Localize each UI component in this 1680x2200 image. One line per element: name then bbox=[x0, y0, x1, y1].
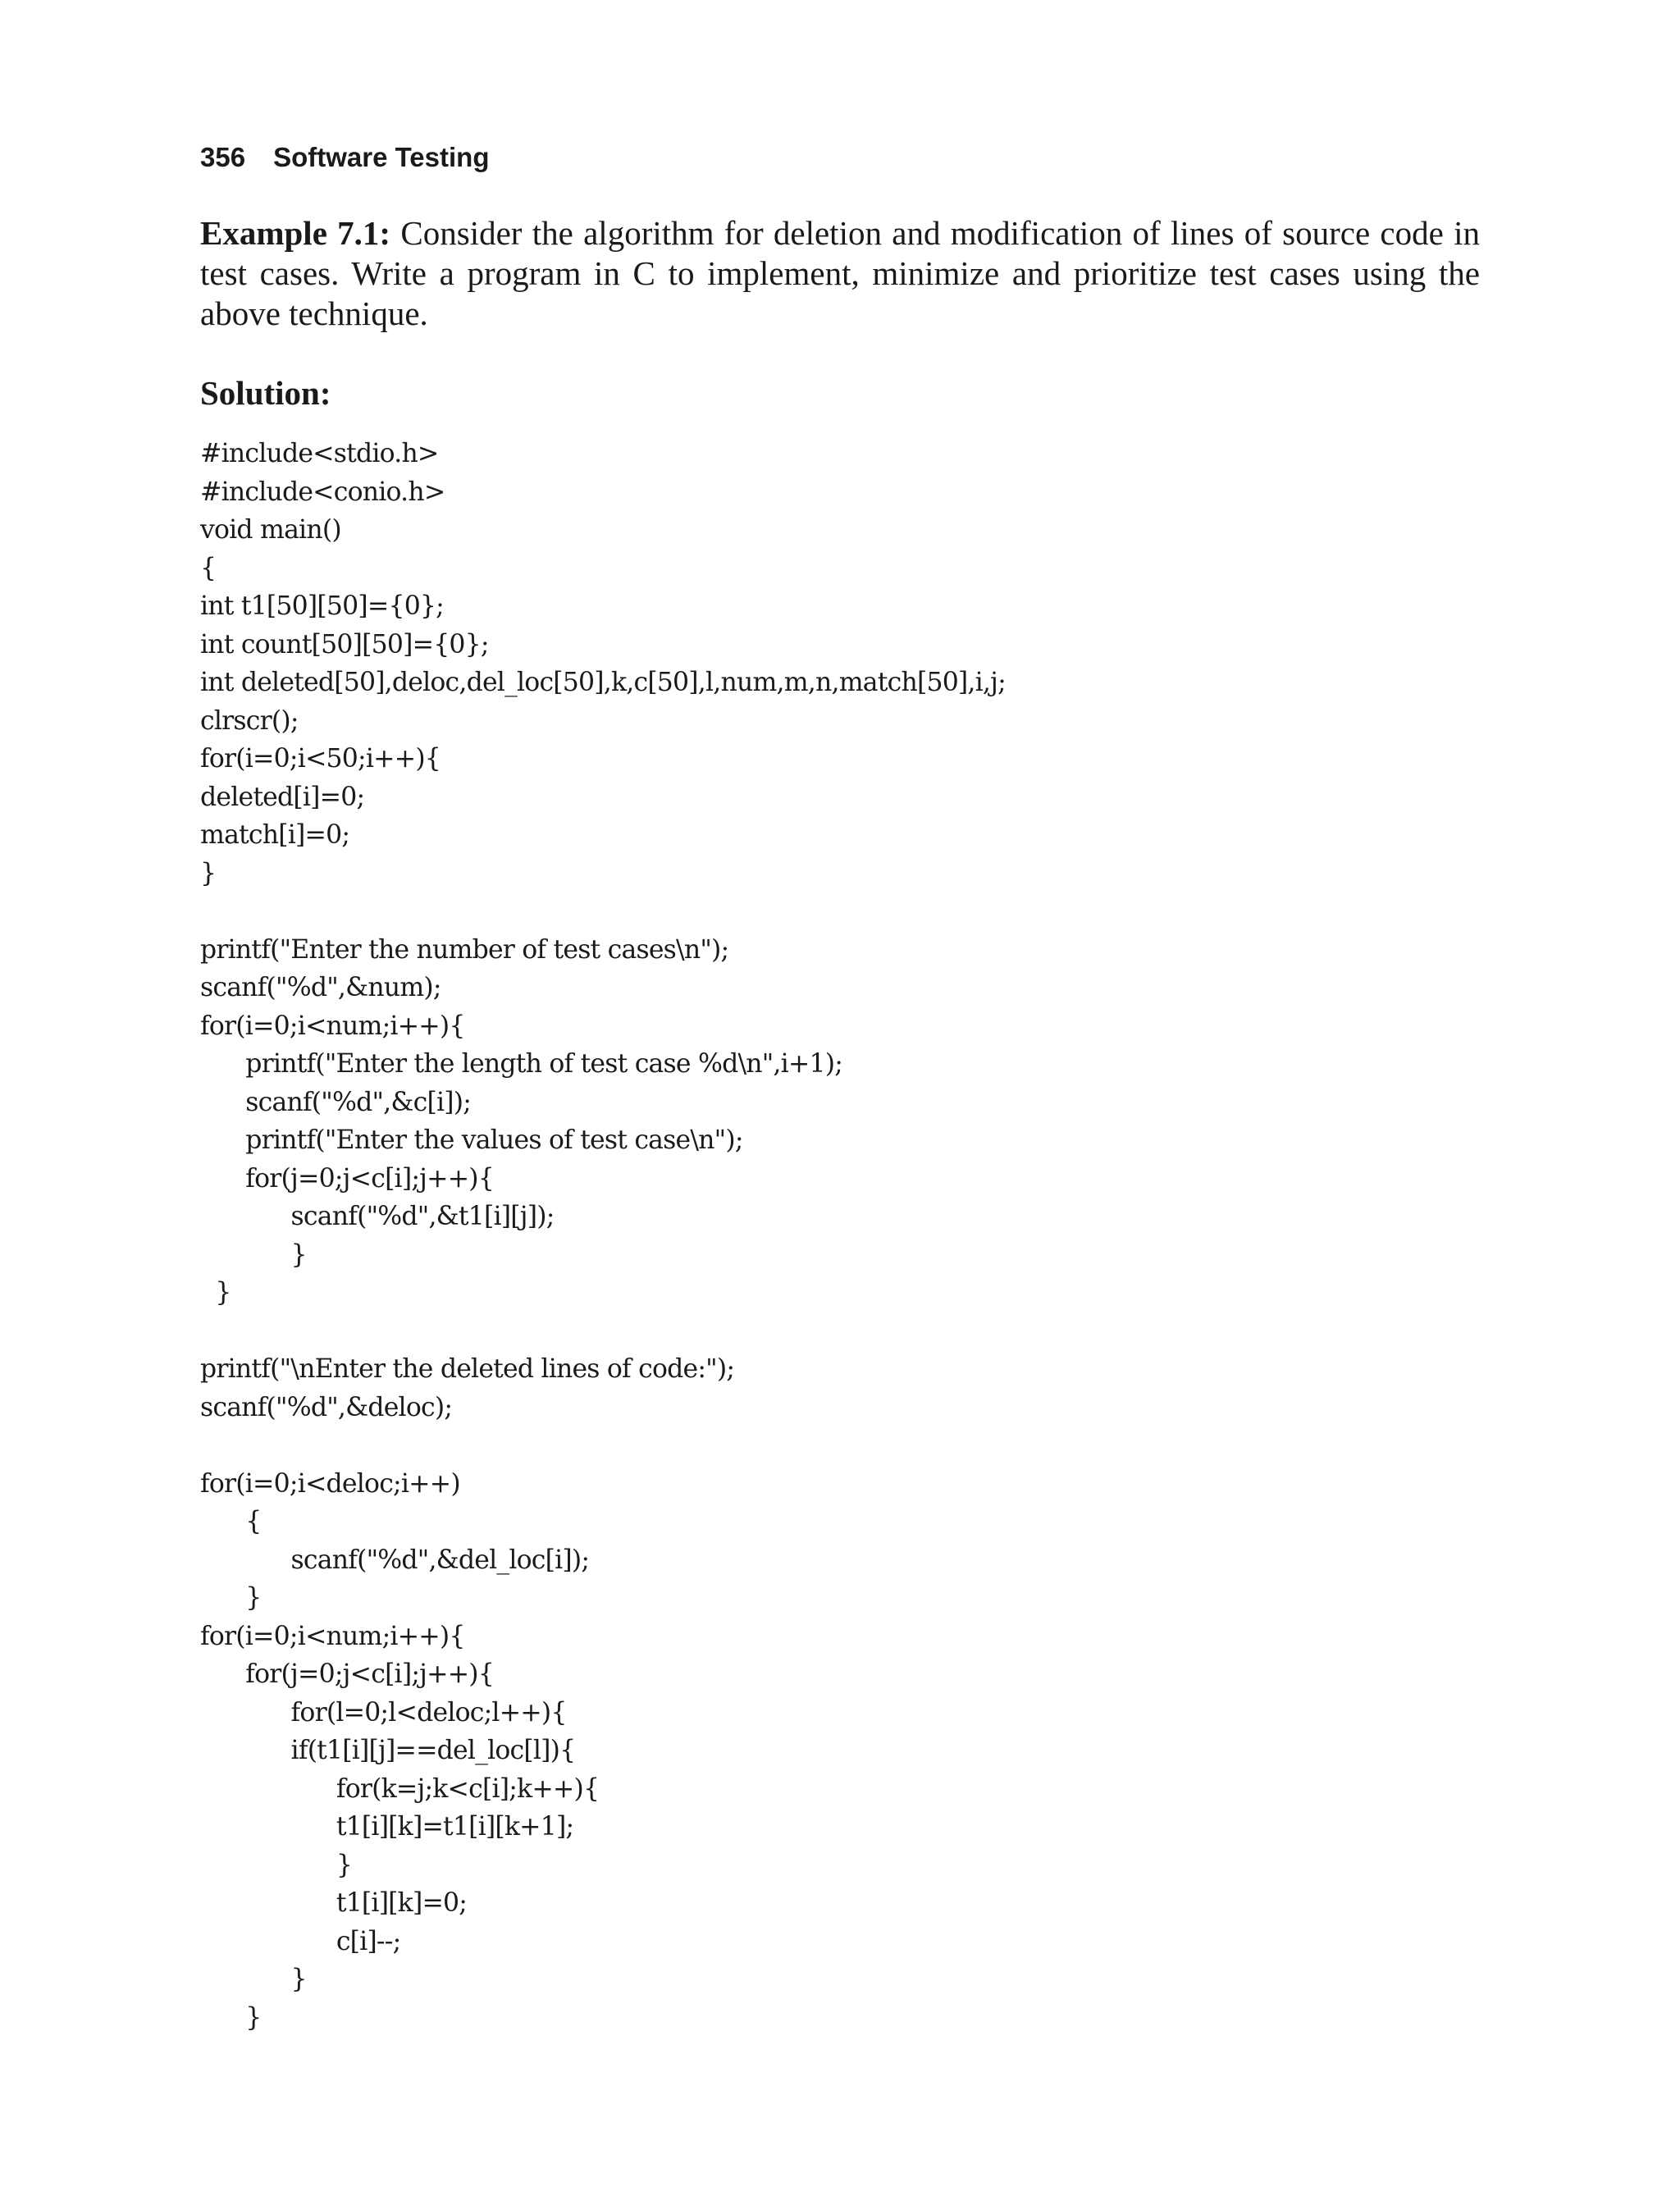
code-line: int deleted[50],deloc,del_loc[50],k,c[50],l,num,m,n,match[50],i,j; bbox=[200, 668, 1006, 697]
code-line: { bbox=[200, 1507, 262, 1536]
code-line: int count[50][50]={0}; bbox=[200, 629, 489, 660]
code-line: printf("\nEnter the deleted lines of code:"); bbox=[200, 1354, 735, 1384]
code-line: #include<conio.h> bbox=[200, 477, 445, 507]
example-text: Consider the algorithm for deletion and modification of lines of source code in test cases. Write a program in C to implement, minimize and prioritize test cases using the above technique. bbox=[200, 214, 1481, 332]
code-line: scanf("%d",&c[i]); bbox=[200, 1087, 472, 1117]
running-head bbox=[200, 138, 489, 177]
code-line: for(i=0;i<50;i++){ bbox=[200, 744, 441, 774]
code-line: } bbox=[200, 1965, 307, 1994]
code-line: for(i=0;i<deloc;i++) bbox=[200, 1468, 460, 1499]
code-line: } bbox=[200, 1850, 353, 1880]
example-label: Example 7.1: bbox=[200, 214, 391, 252]
code-line: #include<stdio.h> bbox=[200, 439, 439, 468]
example-statement bbox=[200, 213, 1480, 334]
code-line: scanf("%d",&del_loc[i]); bbox=[200, 1545, 590, 1575]
code-line bbox=[200, 1312, 1006, 1351]
code-line: } bbox=[200, 858, 217, 888]
running-title: Software Testing bbox=[273, 142, 490, 172]
code-line: for(i=0;i<num;i++){ bbox=[200, 1011, 465, 1041]
code-line: printf("Enter the length of test case %d\n",i+1); bbox=[200, 1049, 843, 1079]
page-number: 356 bbox=[200, 142, 246, 172]
code-line: match[i]=0; bbox=[200, 820, 350, 850]
code-listing bbox=[200, 435, 1006, 2037]
code-line: for(k=j;k<c[i];k++){ bbox=[200, 1773, 600, 1804]
code-line: for(i=0;i<num;i++){ bbox=[200, 1621, 465, 1651]
code-line: printf("Enter the values of test case\n"); bbox=[200, 1125, 743, 1155]
code-line: scanf("%d",&num); bbox=[200, 973, 441, 1002]
code-line: clrscr(); bbox=[200, 705, 299, 736]
code-line: for(j=0;j<c[i];j++){ bbox=[200, 1163, 495, 1194]
code-line: void main() bbox=[200, 515, 341, 545]
code-line: scanf("%d",&t1[i][j]); bbox=[200, 1202, 555, 1231]
code-line: for(l=0;l<deloc;l++){ bbox=[200, 1697, 567, 1728]
code-line: } bbox=[200, 2002, 262, 2033]
solution-heading: Solution: bbox=[200, 374, 331, 412]
code-line: } bbox=[200, 1239, 307, 1270]
code-line: c[i]--; bbox=[200, 1926, 401, 1956]
code-line: t1[i][k]=0; bbox=[200, 1888, 468, 1918]
code-line: printf("Enter the number of test cases\n"); bbox=[200, 934, 729, 965]
code-line: if(t1[i][j]==del_loc[l]){ bbox=[200, 1736, 576, 1765]
code-line bbox=[200, 1426, 1006, 1465]
code-line: } bbox=[200, 1583, 262, 1613]
code-line bbox=[200, 892, 1006, 931]
code-line: scanf("%d",&deloc); bbox=[200, 1392, 453, 1422]
code-line: t1[i][k]=t1[i][k+1]; bbox=[200, 1812, 574, 1842]
code-line: } bbox=[200, 1278, 231, 1308]
code-line: deleted[i]=0; bbox=[200, 782, 365, 812]
code-line: { bbox=[200, 553, 217, 583]
code-line: int t1[50][50]={0}; bbox=[200, 591, 444, 621]
code-line: for(j=0;j<c[i];j++){ bbox=[200, 1659, 495, 1689]
